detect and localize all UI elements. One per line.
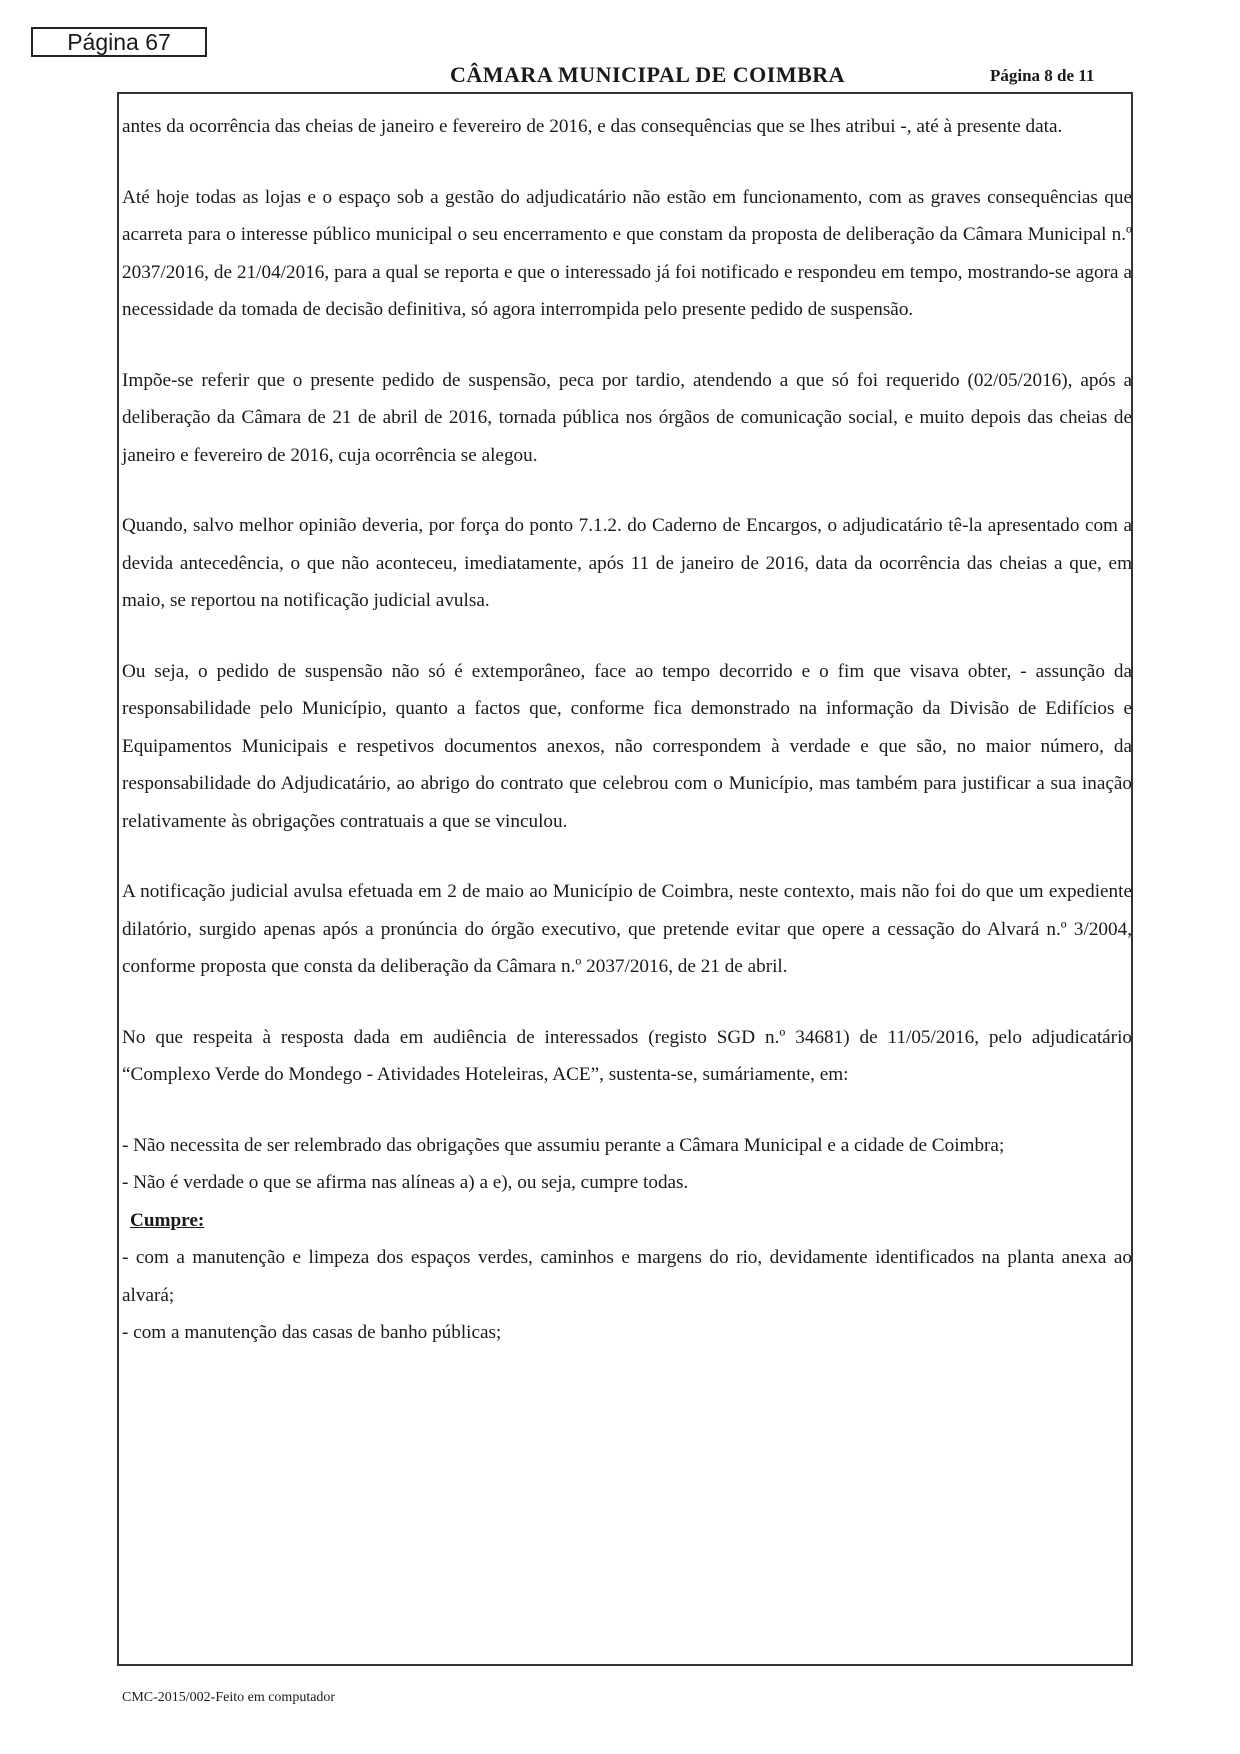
paragraph: No que respeita à resposta dada em audiência de interessados (registo SGD n.º 34681) de 11/05/2016, pelo adjudicatário “Complexo Verde do Mondego - Atividades Hoteleiras, ACE”, sustenta-se, sumáriamente, em: (122, 1026, 1132, 1085)
subheading-label: Cumpre: (130, 1209, 205, 1231)
list-item: - com a manutenção e limpeza dos espaços verdes, caminhos e margens do rio, devidamente identificados na planta anexa ao alvará; (122, 1247, 1132, 1306)
page-number-stamp: Página 67 (31, 27, 207, 57)
paragraph: A notificação judicial avulsa efetuada em 2 de maio ao Município de Coimbra, neste contexto, mais não foi do que um expediente dilatório, surgido apenas após a pronúncia do órgão executivo, que pretende evitar que opere a cessação do Alvará n.º 3/2004, conforme proposta que consta da deliberação da Câmara n.º 2037/2016, de 21 de abril. (122, 881, 1132, 977)
subheading-cumpre (122, 1202, 1132, 1240)
document-footer: CMC-2015/002-Feito em computador (122, 1690, 336, 1705)
document-header-title: CÂMARA MUNICIPAL DE COIMBRA (450, 62, 846, 87)
list-item: - com a manutenção das casas de banho públicas; (122, 1322, 502, 1343)
paragraph: Até hoje todas as lojas e o espaço sob a gestão do adjudicatário não estão em funcionamento, com as graves consequências que acarreta para o interesse público municipal o seu encerramento e que constam da proposta de deliberação da Câmara Municipal n.º 2037/2016, de 21/04/2016, para a qual se reporta e que o interessado já foi notificado e respondeu em tempo, mostrando-se agora a necessidade da tomada de decisão definitiva, só agora interrompida pelo presente pedido de suspensão. (122, 186, 1132, 320)
list-item: - Não necessita de ser relembrado das obrigações que assumiu perante a Câmara Municipal e a cidade de Coimbra; (122, 1134, 1005, 1156)
list-item: - Não é verdade o que se afirma nas alíneas a) a e), ou seja, cumpre todas. (122, 1172, 689, 1193)
document-body (122, 108, 1132, 1352)
paragraph: Quando, salvo melhor opinião deveria, por força do ponto 7.1.2. do Caderno de Encargos, o adjudicatário tê-la apresentado com a devida antecedência, o que não aconteceu, imediatamente, após 11 de janeiro de 2016, data da ocorrência das cheias a que, em maio, se reportou na notificação judicial avulsa. (122, 515, 1132, 611)
paragraph: Impõe-se referir que o presente pedido de suspensão, peca por tardio, atendendo a que só foi requerido (02/05/2016), após a deliberação da Câmara de 21 de abril de 2016, tornada pública nos órgãos de comunicação social, e muito depois das cheias de janeiro e fevereiro de 2016, cuja ocorrência se alegou. (122, 369, 1132, 466)
document-page-counter: Página 8 de 11 (990, 66, 1095, 85)
paragraph: antes da ocorrência das cheias de janeiro e fevereiro de 2016, e das consequências que se lhes atribui -, até à presente data. (122, 116, 1063, 137)
paragraph: Ou seja, o pedido de suspensão não só é extemporâneo, face ao tempo decorrido e o fim que visava obter, - assunção da responsabilidade pelo Município, quanto a factos que, conforme fica demonstrado na informação da Divisão de Edifícios e Equipamentos Municipais e respetivos documentos anexos, não correspondem à verdade e que são, no maior número, da responsabilidade do Adjudicatário, ao abrigo do contrato que celebrou com o Município, mas também para justificar a sua inação relativamente às obrigações contratuais a que se vinculou. (122, 660, 1132, 832)
